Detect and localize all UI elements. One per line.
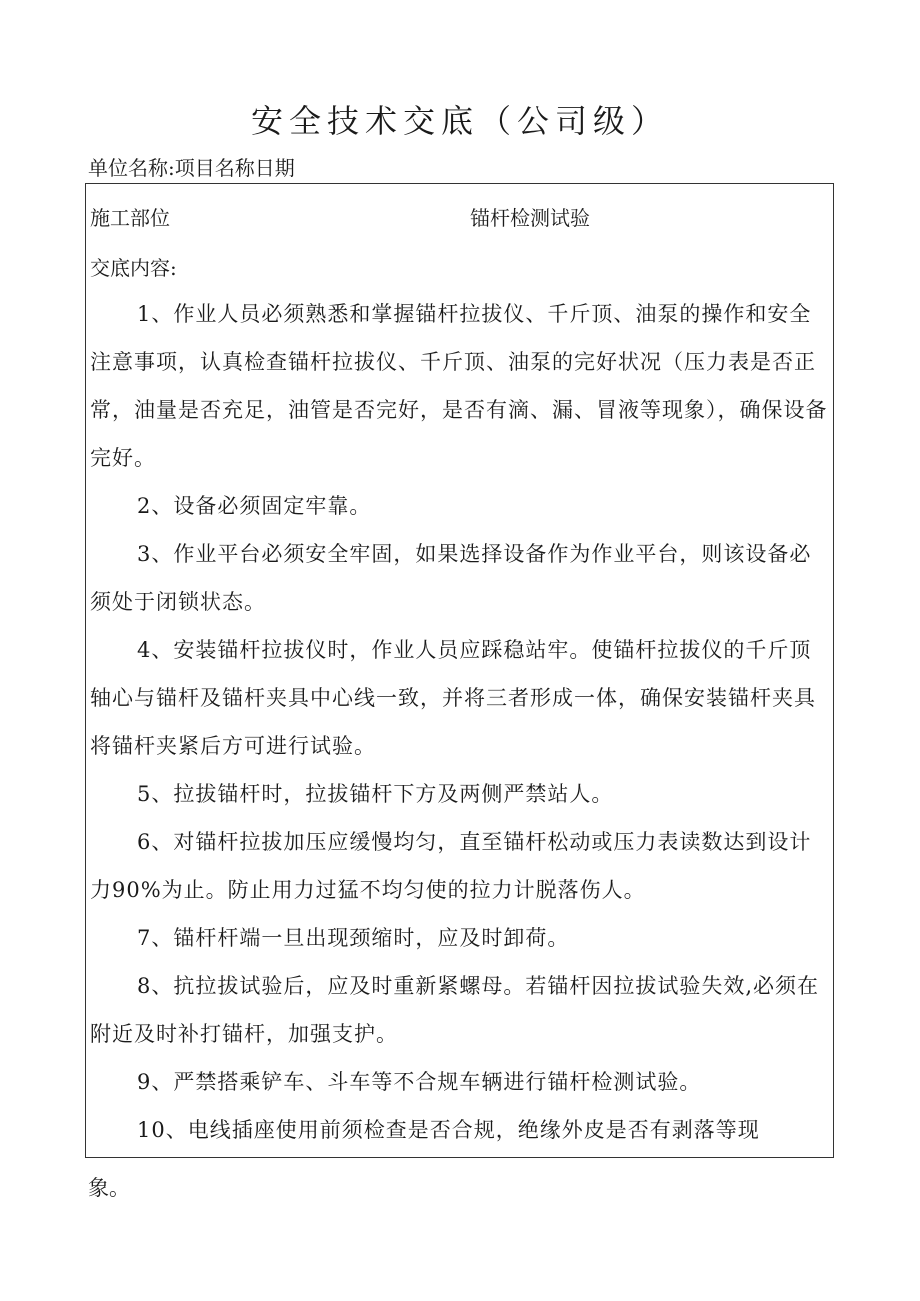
document-title: 安全技术交底（公司级） (250, 102, 669, 140)
briefing-item-2: 2、设备必须固定牢靠。 (137, 494, 372, 518)
briefing-item-9: 9、严禁搭乘铲车、斗车等不合规车辆进行锚杆检测试验。 (137, 1070, 702, 1094)
briefing-item-1: 1、作业人员必须熟悉和掌握锚杆拉拔仪、千斤顶、油泵的操作和安全注意事项，认真检查锚杆拉拔仪、千斤顶、油泵的完好状况（压力表是否正常，油量是否充足，油管是否完好，是否有滴、漏、冒液等现象），确保设备完好。 (90, 302, 828, 470)
unit-name-line: 单位名称:项目名称日期 (88, 156, 295, 180)
briefing-item-8: 8、抗拉拔试验后，应及时重新紧螺母。若锚杆因拉拔试验失效,必须在附近及时补打锚杆，加强支护。 (90, 974, 820, 1046)
briefing-item-3: 3、作业平台必须安全牢固，如果选择设备作为作业平台，则该设备必须处于闭锁状态。 (90, 542, 812, 614)
briefing-item-7: 7、锚杆杆端一旦出现颈缩时，应及时卸荷。 (137, 926, 570, 950)
briefing-item-10: 10、电线插座使用前须检查是否合规，绝缘外皮是否有剥落等现 (137, 1118, 760, 1142)
briefing-item-6: 6、对锚杆拉拔加压应缓慢均匀，直至锚杆松动或压力表读数达到设计力90%为止。防止用力过猛不均匀使的拉力计脱落伤人。 (90, 830, 812, 902)
briefing-content-label: 交底内容: (90, 256, 177, 280)
briefing-item-4: 4、安装锚杆拉拔仪时，作业人员应踩稳站牢。使锚杆拉拔仪的千斤顶轴心与锚杆及锚杆夹具中心线一致，并将三者形成一体，确保安装锚杆夹具将锚杆夹紧后方可进行试验。 (90, 638, 816, 758)
briefing-item-5: 5、拉拔锚杆时，拉拔锚杆下方及两侧严禁站人。 (137, 782, 614, 806)
construction-site-label: 施工部位 (90, 206, 170, 230)
construction-site-value: 锚杆检测试验 (470, 206, 590, 230)
trailing-text: 象。 (88, 1176, 130, 1200)
